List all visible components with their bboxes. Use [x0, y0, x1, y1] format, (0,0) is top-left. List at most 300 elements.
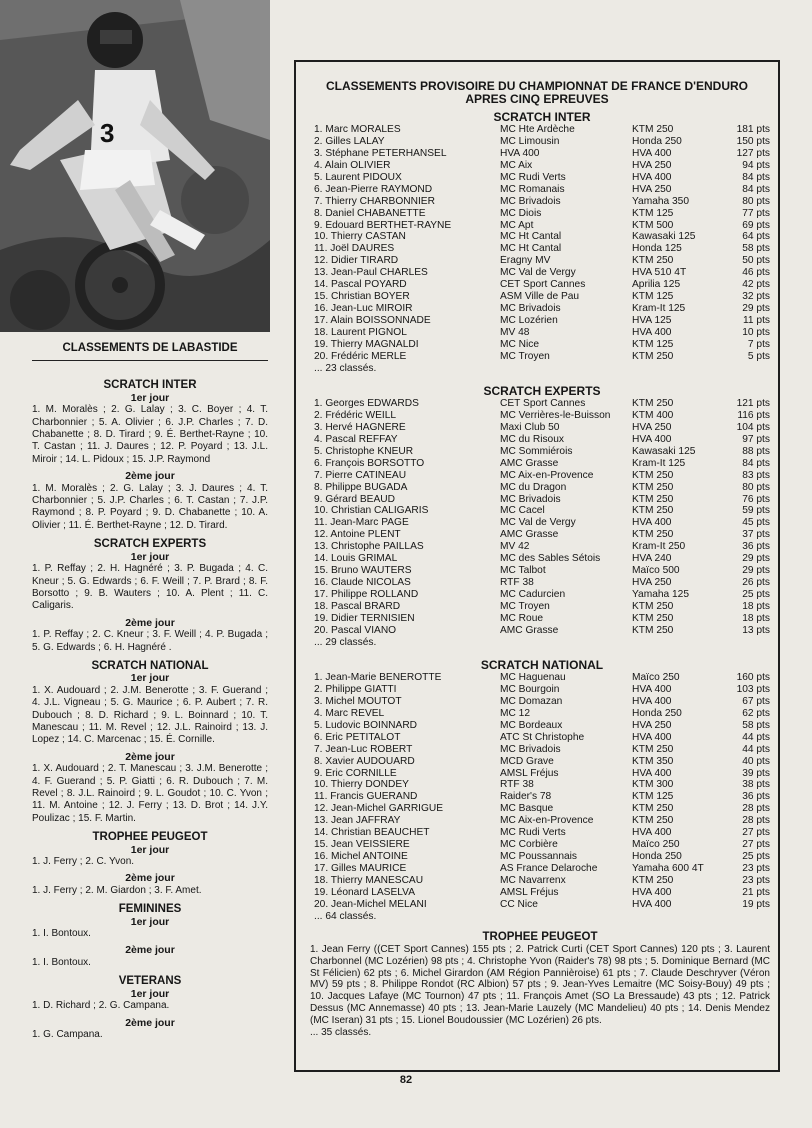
points: 84 pts — [742, 183, 770, 195]
points: 36 pts — [742, 791, 770, 803]
club-name: MC Aix-en-Provence — [500, 815, 594, 827]
club-name: RTF 38 — [500, 577, 534, 589]
club-name: MC Cadurcien — [500, 589, 566, 600]
club-name: MC Domazan — [500, 695, 563, 707]
rider-name: 1. Jean-Marie BENEROTTE — [314, 672, 442, 683]
club-name: MC Corbière — [500, 839, 558, 851]
standings-section — [314, 384, 770, 649]
rider-name: 12. Didier TIRARD — [314, 255, 399, 267]
table-row — [314, 458, 770, 470]
bike-model: HVA 400 — [632, 171, 672, 183]
club-name: MC Lozérien — [500, 315, 558, 326]
points: 97 pts — [742, 433, 770, 445]
day-results: 1. I. Bontoux. — [32, 956, 91, 968]
bike-model: HVA 400 — [632, 433, 672, 445]
club-name: MV 48 — [500, 326, 530, 338]
club-name: ATC St Christophe — [500, 731, 585, 743]
points: 58 pts — [742, 719, 770, 731]
table-row — [314, 291, 770, 303]
points: 19 pts — [742, 898, 770, 910]
rider-name: 8. Philippe BUGADA — [314, 481, 408, 493]
rider-name: 3. Stéphane PETERHANSEL — [314, 147, 447, 159]
day-results: 1. D. Richard ; 2. G. Campana. — [32, 1000, 170, 1012]
rider-name: 4. Marc REVEL — [314, 707, 385, 719]
club-name: MC Limousin — [500, 135, 560, 147]
table-row — [314, 231, 770, 243]
bike-model: KTM 250 — [632, 398, 674, 409]
rider-name: 17. Philippe ROLLAND — [314, 589, 419, 600]
table-row — [314, 315, 770, 327]
rider-name: 2. Frédéric WEILL — [314, 409, 397, 421]
day-label: 2ème jour — [125, 470, 175, 483]
points: 42 pts — [742, 279, 770, 291]
rider-name: 15. Jean VEISSIERE — [314, 839, 410, 851]
rider-name: 18. Laurent PIGNOL — [314, 326, 407, 338]
rider-name: 17. Alain BOISSONNADE — [314, 315, 431, 326]
bike-model: KTM 250 — [632, 350, 674, 362]
club-name: MC Nice — [500, 338, 540, 350]
day-label: 1er jour — [130, 987, 170, 1000]
table-row — [314, 124, 770, 136]
club-name: MC Aix — [500, 159, 533, 171]
club-name: MC Haguenau — [500, 672, 566, 683]
club-name: MC Hte Ardèche — [500, 124, 575, 135]
peugeot-trophy-standings — [310, 930, 770, 1038]
rider-name: 5. Laurent PIDOUX — [314, 171, 402, 183]
points: 7 pts — [747, 338, 770, 350]
bike-model: KTM 250 — [632, 469, 674, 481]
club-name: MC Bordeaux — [500, 719, 563, 731]
points: 80 pts — [742, 195, 770, 207]
club-name: MC Brivadois — [500, 195, 561, 207]
day-label: 2ème jour — [125, 944, 175, 957]
club-name: AS France Delaroche — [500, 863, 598, 874]
points: 40 pts — [742, 755, 770, 767]
club-name: CC Nice — [500, 898, 538, 910]
table-row — [314, 279, 770, 291]
bike-model: KTM 250 — [632, 255, 674, 267]
points: 29 pts — [742, 565, 770, 577]
standings-rows — [314, 398, 770, 637]
championship-title-line2: APRES CINQ EPREUVES — [465, 92, 609, 106]
points: 59 pts — [742, 505, 770, 517]
club-name: MC Aix-en-Provence — [500, 469, 594, 481]
bike-model: Honda 250 — [632, 135, 682, 147]
bike-model: KTM 250 — [632, 803, 674, 815]
table-row — [314, 851, 770, 863]
group-heading: VETERANS — [118, 975, 182, 988]
rider-name: 2. Philippe GIATTI — [314, 683, 397, 695]
club-name: MC Brivadois — [500, 493, 561, 505]
peugeot-results: 1. Jean Ferry ((CET Sport Cannes) 155 pts ; 2. Patrick Curti (CET Sport Cannes) 120 pts ; 3. Laurent Charbonnel (MC Lozérien) 98 pts ; 4. Christophe Yvon (Raider's 78) 98 pts ; 5. Dominique Bernard (MC St Félicien) 62 pts ; 6. Michel Girardon (AM Région Pannièroise) 61 pts ; 7. Claude Deschryver (Véron MV) 59 pts ; 8. Philippe Rondot (RC Albion) 57 pts ; 9. Jean-Yves Lemaitre (MC Soisy-Bouy) 49 pts ; 10. Jacques Lafaye (MC Tournon) 47 pts ; 11. François Amet (SO La Bressaude) 43 pts ; 12. Patrick Dessus (MC Annemasse) 40 pts ; 13. Jean-Marie Lauzely (MC Mandelieu) 40 pts ; 14. Denis Mendez (MC Iseran) 31 pts ; 15. Lionel Boudoussier (MC Lozérien) 26 pts. — [310, 944, 770, 1026]
section-footer: ... 64 classés. — [314, 910, 377, 922]
day-label: 2ème jour — [125, 616, 175, 629]
bike-model: KTM 250 — [632, 815, 674, 827]
club-name: MC Ht Cantal — [500, 243, 562, 255]
rider-name: 10. Thierry DONDEY — [314, 779, 409, 791]
points: 50 pts — [742, 255, 770, 267]
table-row — [314, 875, 770, 887]
points: 29 pts — [742, 553, 770, 565]
club-name: MC Diois — [500, 207, 542, 219]
rider-name: 11. Joël DAURES — [314, 243, 395, 255]
labastide-results — [32, 342, 268, 1045]
club-name: MC du Dragon — [500, 481, 567, 493]
table-row — [314, 613, 770, 625]
bike-model: KTM 400 — [632, 409, 674, 421]
bike-model: KTM 500 — [632, 219, 674, 231]
club-name: MC Val de Vergy — [500, 267, 576, 279]
table-row — [314, 684, 770, 696]
day-results: 1. I. Bontoux. — [32, 928, 91, 940]
bike-model: HVA 250 — [632, 159, 672, 171]
club-name: ASM Ville de Pau — [500, 291, 580, 303]
club-name: MC Basque — [500, 803, 554, 815]
table-row — [314, 220, 770, 232]
bike-model: HVA 400 — [632, 886, 672, 898]
points: 150 pts — [736, 135, 770, 147]
day-label: 1er jour — [130, 915, 170, 928]
rider-name: 18. Thierry MANESCAU — [314, 874, 424, 886]
rider-name: 3. Hervé HAGNÉRÉ — [314, 421, 406, 433]
points: 76 pts — [742, 493, 770, 505]
points: 104 pts — [736, 421, 770, 433]
points: 84 pts — [742, 457, 770, 469]
bike-model: KTM 250 — [632, 612, 674, 624]
rider-name: 11. Francis GUERAND — [314, 791, 418, 803]
bike-model: KTM 125 — [632, 791, 674, 803]
rider-name: 12. Antoine PLENT — [314, 529, 401, 541]
points: 18 pts — [742, 600, 770, 612]
bike-model: Maïco 500 — [632, 565, 680, 577]
championship-title — [296, 80, 778, 106]
section-footer: ... 29 classés. — [314, 636, 377, 648]
points: 88 pts — [742, 445, 770, 457]
bike-model: HVA 125 — [632, 315, 672, 326]
bike-model: Kram-It 250 — [632, 541, 686, 553]
bike-model: Kram-It 125 — [632, 457, 686, 469]
labastide-title: CLASSEMENTS DE LABASTIDE — [32, 342, 268, 361]
points: 69 pts — [742, 219, 770, 231]
club-name: Maxi Club 50 — [500, 421, 560, 433]
rider-name: 15. Christian BOYER — [314, 291, 410, 303]
bike-model: HVA 400 — [632, 731, 672, 743]
points: 44 pts — [742, 743, 770, 755]
points: 25 pts — [742, 589, 770, 600]
table-row — [314, 482, 770, 494]
points: 103 pts — [736, 683, 770, 695]
bike-model: Maïco 250 — [632, 839, 680, 851]
rider-name: 1. Marc MORALES — [314, 124, 401, 135]
table-row — [314, 148, 770, 160]
points: 39 pts — [742, 767, 770, 779]
points: 26 pts — [742, 577, 770, 589]
rider-name: 5. Ludovic BOINNARD — [314, 719, 418, 731]
rider-name: 9. Éric CORNILLE — [314, 767, 397, 779]
day-label: 1er jour — [130, 843, 170, 856]
day-label: 2ème jour — [125, 1016, 175, 1029]
table-row — [314, 565, 770, 577]
bike-model: HVA 400 — [632, 898, 672, 910]
club-name: MC Troyen — [500, 350, 550, 362]
bike-model: HVA 400 — [632, 683, 672, 695]
bike-model: HVA 240 — [632, 553, 672, 565]
table-row — [314, 791, 770, 803]
club-name: MC Ht Cantal — [500, 231, 562, 243]
club-name: MC Val de Vergy — [500, 517, 576, 529]
rider-name: 4. Pascal REFFAY — [314, 433, 398, 445]
points: 38 pts — [742, 779, 770, 791]
rider-name: 14. Christian BEAUCHET — [314, 827, 430, 839]
bike-model: Kram-It 125 — [632, 303, 686, 315]
bike-model: HVA 400 — [632, 517, 672, 529]
motorcycle-rider-image — [0, 0, 270, 332]
club-name: MC du Risoux — [500, 433, 564, 445]
table-row — [314, 351, 770, 363]
bike-model: KTM 250 — [632, 874, 674, 886]
table-row — [314, 470, 770, 482]
points: 29 pts — [742, 303, 770, 315]
standings-section — [314, 658, 770, 923]
club-name: MC Roue — [500, 612, 544, 624]
table-row — [314, 172, 770, 184]
rider-name: 7. Pierre CATINEAU — [314, 469, 407, 481]
table-row — [314, 529, 770, 541]
table-row — [314, 815, 770, 827]
table-row — [314, 863, 770, 875]
bike-model: HVA 400 — [632, 767, 672, 779]
rider-name: 20. Pascal VIANO — [314, 624, 397, 636]
rider-name: 8. Daniel CHABANETTE — [314, 207, 426, 219]
points: 84 pts — [742, 171, 770, 183]
rider-name: 8. Xavier AUDOUARD — [314, 755, 415, 767]
table-row — [314, 303, 770, 315]
table-row — [314, 768, 770, 780]
rider-name: 14. Louis GRIMAL — [314, 553, 398, 565]
points: 28 pts — [742, 803, 770, 815]
bike-model: Yamaha 350 — [632, 195, 690, 207]
points: 64 pts — [742, 231, 770, 243]
section-heading: TROPHEE PEUGEOT — [482, 931, 598, 943]
points: 27 pts — [742, 839, 770, 851]
points: 5 pts — [747, 350, 770, 362]
table-row — [314, 827, 770, 839]
section-footer: ... 35 classés. — [310, 1026, 372, 1038]
club-name: MC Sommiérois — [500, 445, 573, 457]
bike-model: HVA 400 — [632, 695, 672, 707]
rider-name: 9. Édouard BERTHET-RAYNE — [314, 219, 452, 231]
bike-model: HVA 250 — [632, 183, 672, 195]
rider-name: 20. Jean-Michel MÉLANI — [314, 898, 427, 910]
points: 44 pts — [742, 731, 770, 743]
club-name: MC Rudi Verts — [500, 171, 566, 183]
points: 25 pts — [742, 851, 770, 863]
points: 46 pts — [742, 267, 770, 279]
table-row — [314, 243, 770, 255]
club-name: MC Rudi Verts — [500, 827, 566, 839]
points: 116 pts — [737, 409, 770, 421]
table-row — [314, 720, 770, 732]
table-row — [314, 708, 770, 720]
table-row — [314, 255, 770, 267]
bike-model: HVA 510 4T — [632, 267, 687, 279]
bike-model: KTM 125 — [632, 207, 674, 219]
table-row — [314, 756, 770, 768]
points: 80 pts — [742, 481, 770, 493]
bike-model: HVA 400 — [632, 326, 672, 338]
points: 45 pts — [742, 517, 770, 529]
rider-name: 16. Michel ANTOINE — [314, 851, 408, 863]
club-name: Éragny MV — [500, 255, 551, 267]
bike-model: HVA 250 — [632, 719, 672, 731]
table-row — [314, 327, 770, 339]
bike-model: Honda 125 — [632, 243, 682, 255]
table-row — [314, 398, 770, 410]
club-name: AMC Grasse — [500, 457, 559, 469]
day-results: 1. M. Moralès ; 2. G. Lalay ; 3. J. Daures ; 4. T. Charbonnier ; 5. J.P. Charles ; 6. T. Castan ; 7. J.P. Raymond ; 8. P. Poyard ; 9. D. Chabanette ; 10. A. Olivier ; 11. É. Berthet-Rayne ; 12. D. Tirard. — [32, 482, 268, 531]
bike-model: Yamaha 125 — [632, 589, 690, 600]
club-name: MC des Sables Sétois — [500, 553, 601, 565]
day-results: 1. P. Reffay ; 2. H. Hagnéré ; 3. P. Bugada ; 4. C. Kneur ; 5. G. Edwards ; 6. F. Weill ; 7. P. Brard ; 8. F. Borsotto ; 9. B. Wauters ; 10. A. Plent ; 11. C. Caligaris. — [32, 563, 268, 612]
table-row — [314, 887, 770, 899]
rider-name: 19. Didier TERNISIEN — [314, 612, 415, 624]
rider-name: 6. Jean-Pierre RAYMOND — [314, 183, 433, 195]
points: 37 pts — [742, 529, 770, 541]
svg-text:3: 3 — [100, 118, 115, 148]
points: 58 pts — [742, 243, 770, 255]
rider-name: 11. Jean-Marc PAGE — [314, 517, 409, 529]
rider-name: 6. François BORSOTTO — [314, 457, 425, 469]
bike-model: Kawasaki 125 — [632, 445, 696, 457]
points: 77 pts — [742, 207, 770, 219]
day-results: 1. J. Ferry ; 2. C. Yvon. — [32, 856, 135, 868]
rider-name: 14. Pascal POYARD — [314, 279, 407, 291]
bike-model: KTM 250 — [632, 600, 674, 612]
club-name: MC Apt — [500, 219, 534, 231]
rider-name: 18. Pascal BRARD — [314, 600, 401, 612]
table-row — [314, 160, 770, 172]
championship-title-line1: CLASSEMENTS PROVISOIRE DU CHAMPIONNAT DE FRANCE D'ENDURO — [326, 79, 748, 93]
club-name: MC 12 — [500, 707, 531, 719]
rider-name: 9. Gérard BEAUD — [314, 493, 395, 505]
table-row — [314, 625, 770, 637]
points: 83 pts — [742, 469, 770, 481]
bike-model: KTM 250 — [632, 493, 674, 505]
rider-name: 19. Léonard LASELVA — [314, 886, 416, 898]
rider-name: 13. Jean JAFFRAY — [314, 815, 401, 827]
table-row — [314, 434, 770, 446]
points: 127 pts — [736, 147, 770, 159]
day-results: 1. X. Audouard ; 2. J.M. Benerotte ; 3. F. Guerand ; 4. J.L. Vigneau ; 5. G. Maurice ; 6. P. Aubert ; 7. R. Dubouch ; 8. D. Richard ; 9. L. Boinnard ; 10. T. Manescau ; 11. M. Revel ; 12. J.L. Rainoird ; 13. J. Lopez ; 14. C. Marcenac ; 15. É. Cornille. — [32, 684, 268, 746]
club-name: CET Sport Cannes — [500, 398, 586, 409]
table-row — [314, 505, 770, 517]
points: 94 pts — [742, 159, 770, 171]
bike-model: KTM 250 — [632, 529, 674, 541]
section-heading: SCRATCH NATIONAL — [480, 658, 604, 672]
club-name: MC Troyen — [500, 600, 550, 612]
rider-name: 13. Jean-Paul CHARLES — [314, 267, 428, 279]
rider-name: 10. Christian CALIGARIS — [314, 505, 429, 517]
club-name: RTF 38 — [500, 779, 534, 791]
points: 121 pts — [736, 398, 770, 409]
club-name: AMSL Fréjus — [500, 886, 559, 898]
page-number: 82 — [399, 1074, 413, 1086]
day-label: 2ème jour — [125, 750, 175, 763]
day-label: 1er jour — [130, 672, 170, 685]
group-heading: SCRATCH INTER — [103, 379, 197, 392]
rider-name: 3. Michel MOUTOT — [314, 695, 402, 707]
rider-name: 16. Claude NICOLAS — [314, 577, 411, 589]
bike-model: KTM 250 — [632, 124, 674, 135]
points: 181 pts — [736, 124, 770, 135]
bike-model: HVA 400 — [632, 827, 672, 839]
points: 67 pts — [742, 695, 770, 707]
table-row — [314, 553, 770, 565]
points: 18 pts — [742, 612, 770, 624]
points: 21 pts — [742, 886, 770, 898]
day-label: 1er jour — [130, 550, 170, 563]
club-name: MC Brivadois — [500, 743, 561, 755]
bike-model: Yamaha 600 4T — [632, 863, 704, 874]
table-row — [314, 517, 770, 529]
bike-model: HVA 400 — [632, 147, 672, 159]
table-row — [314, 410, 770, 422]
group-heading: SCRATCH EXPERTS — [93, 538, 207, 551]
club-name: MC Brivadois — [500, 303, 561, 315]
group-heading: SCRATCH NATIONAL — [91, 659, 209, 672]
table-row — [314, 672, 770, 684]
bike-model: KTM 125 — [632, 291, 674, 303]
bike-model: Kawasaki 125 — [632, 231, 696, 243]
club-name: MC Talbot — [500, 565, 546, 577]
group-heading: TROPHEE PEUGEOT — [92, 831, 208, 844]
rider-name: 4. Alain OLIVIER — [314, 159, 391, 171]
bike-model: KTM 300 — [632, 779, 674, 791]
points: 10 pts — [742, 326, 770, 338]
club-name: MC Navarrenx — [500, 874, 566, 886]
rider-name: 17. Gilles MAURICE — [314, 863, 407, 874]
points: 23 pts — [742, 874, 770, 886]
rider-name: 2. Gilles LALAY — [314, 135, 385, 147]
bike-model: HVA 250 — [632, 577, 672, 589]
rider-name: 12. Jean-Michel GARRIGUE — [314, 803, 444, 815]
points: 11 pts — [743, 315, 770, 326]
table-row — [314, 732, 770, 744]
club-name: AMSL Fréjus — [500, 767, 559, 779]
day-results: 1. M. Moralès ; 2. G. Lalay ; 3. C. Boyer ; 4. T. Charbonnier ; 5. A. Olivier ; 6. J.P. Charles ; 7. D. Chabanette ; 8. D. Tirard ; 9. É. Berthet-Rayne ; 10. T. Castan ; 11. J. Daures ; 12. P. Poyard ; 13. J.L. Miroir ; 14. L. Pidoux ; 15. J.P. Raymond — [32, 404, 268, 465]
day-results: 1. X. Audouard ; 2. T. Manescau ; 3. J.M. Benerotte ; 4. F. Guerand ; 5. P. Giatti ; 6. R. Dubouch ; 7. M. Revel ; 8. J.L. Rainoird ; 9. L. Goudot ; 10. C. Yvon ; 11. M. Antoine ; 12. J. Ferry ; 13. D. Brot ; 14. J.Y. Poulizac ; 15. F. Martin. — [32, 763, 268, 824]
bike-model: KTM 250 — [632, 743, 674, 755]
bike-model: KTM 350 — [632, 755, 674, 767]
rider-name: 7. Jean-Luc ROBERT — [314, 743, 413, 755]
table-row — [314, 267, 770, 279]
table-row — [314, 541, 770, 553]
bike-model: Maïco 250 — [632, 672, 680, 683]
club-name: MC Verrières-le-Buisson — [500, 409, 611, 421]
table-row — [314, 744, 770, 756]
club-name: HVA 400 — [500, 147, 540, 159]
table-row — [314, 839, 770, 851]
rider-name: 10. Thierry CASTAN — [314, 231, 406, 243]
rider-name: 13. Christophe PAILLAS — [314, 541, 424, 553]
day-results: 1. G. Campana. — [32, 1028, 103, 1040]
rider-name: 19. Thierry MAGNALDI — [314, 338, 419, 350]
points: 13 pts — [742, 624, 770, 636]
rider-name: 5. Christophe KNEUR — [314, 445, 414, 457]
table-row — [314, 803, 770, 815]
section-heading: SCRATCH INTER — [493, 110, 591, 124]
bike-model: KTM 250 — [632, 481, 674, 493]
